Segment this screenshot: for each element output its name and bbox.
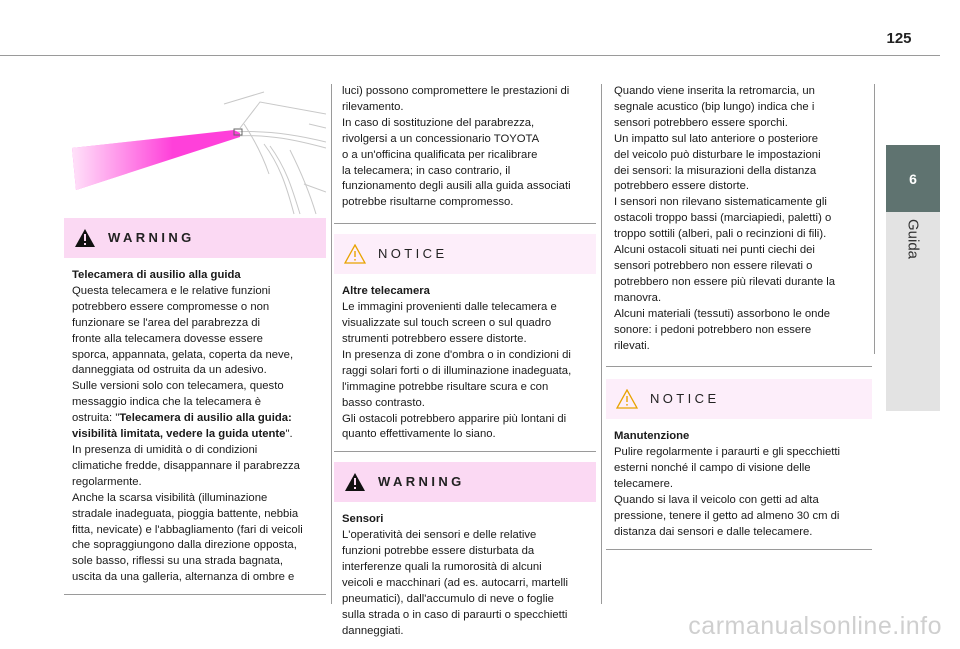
chapter-number: 6	[886, 145, 940, 212]
text-line: Quando viene inserita la retromarcia, un	[614, 85, 815, 97]
notice-box-cameras	[334, 234, 596, 452]
text-line: Questa telecamera e le relative funzioni	[72, 284, 271, 297]
text-line: In presenza di zone d'ombra o in condizioni di	[342, 348, 571, 361]
text-line: danneggiati.	[342, 624, 404, 637]
text-line: In caso di sostituzione del parabrezza,	[342, 116, 535, 129]
text-line: strumenti potrebbero essere distorte.	[342, 332, 527, 345]
text-line: potrebbero non essere più rilevati durante la	[614, 275, 836, 288]
text-line: sonore: i pedoni potrebbero non essere	[614, 323, 812, 336]
column-3	[606, 84, 872, 550]
text-line: l'immagine potrebbe risultare scura e con	[342, 380, 549, 393]
warning-label: WARNING	[378, 474, 465, 490]
warning-box-camera	[64, 218, 326, 595]
column-divider	[874, 84, 875, 354]
text-line: danneggiata od ostruita da un adesivo.	[72, 364, 267, 377]
text-line: veicoli e macchinari (ad es. autocarri, martelli	[342, 576, 569, 589]
message-bold: visibilità limitata, vedere la guida utente	[72, 428, 286, 441]
text-line: sulla strada o in caso di paraurti o specchietti	[342, 608, 568, 621]
text-line: I sensori non rilevano sistematicamente gli	[614, 196, 827, 209]
text-line: raggi solari forti o di illuminazione inadeguata,	[342, 364, 572, 377]
text-line: troppo sottili (alberi, pali o recinzioni di fili).	[614, 228, 827, 241]
text-line: del veicolo può disturbare le impostazioni	[614, 148, 821, 161]
text-line: funzioni potrebbe essere disturbata da	[342, 545, 535, 558]
text-line: sensori potrebbero essere sporchi.	[614, 116, 788, 129]
text-line: quanto effettivamente lo siano.	[342, 428, 496, 441]
quoted-message-cont	[72, 427, 318, 443]
warning-header	[334, 462, 596, 502]
text-fragment: ".	[285, 428, 293, 441]
text-line: Alcuni materiali (tessuti) assorbono le onde	[614, 307, 831, 320]
continued-text	[606, 84, 872, 362]
text-line: Un impatto sul lato anteriore o posteriore	[614, 132, 819, 145]
text-line: basso contrasto.	[342, 396, 425, 409]
notice-label: NOTICE	[650, 391, 720, 407]
notice-body	[606, 419, 872, 548]
box-bottom-rule	[606, 366, 872, 367]
text-line: Pulire regolarmente i paraurti e gli specchietti	[614, 446, 841, 459]
continued-text	[334, 84, 596, 219]
notice-title: Altre telecamera	[342, 285, 430, 298]
text-line: Sulle versioni solo con telecamera, questo	[72, 380, 284, 393]
text-line: pneumatici), dall'accumulo di neve o foglie	[342, 592, 554, 605]
warning-label: WARNING	[108, 230, 195, 246]
text-fragment: ostruita: "	[72, 412, 120, 425]
text-line: potrebbero essere compromesse o non	[72, 300, 270, 313]
text-line: manovra.	[614, 291, 662, 304]
text-line: Le immagini provenienti dalle telecamera e	[342, 301, 557, 314]
warning-title: Telecamera di ausilio alla guida	[72, 269, 241, 281]
warning-header	[64, 218, 326, 258]
windshield-camera-icon	[64, 84, 326, 218]
text-line: uscita da una galleria, alternanza di ombre e	[72, 571, 295, 584]
quoted-message	[72, 411, 318, 427]
text-line: climatiche fredde, disappannare il parabrezza	[72, 459, 300, 472]
text-line: Gli ostacoli potrebbero apparire più lontani di	[342, 412, 567, 425]
chapter-tab[interactable]	[886, 145, 940, 411]
warning-body	[334, 502, 596, 647]
warning-triangle-icon	[344, 472, 366, 492]
text-line: regolarmente.	[72, 475, 142, 488]
text-line: telecamere.	[614, 478, 674, 491]
column-1	[64, 84, 326, 595]
text-line: Anche la scarsa visibilità (illuminazione	[72, 491, 268, 504]
text-line: o a un'officina qualificata per ricalibrare	[342, 148, 538, 161]
text-line: potrebbe risultarne compromesso.	[342, 196, 514, 209]
warning-triangle-icon	[74, 228, 96, 248]
column-divider	[331, 84, 332, 604]
text-line: visualizzate sul touch screen o sul quadro	[342, 317, 552, 330]
column-2	[334, 84, 596, 648]
column-divider	[601, 84, 602, 604]
warning-box-sensors	[334, 462, 596, 647]
notice-box-maintenance	[606, 379, 872, 549]
box-bottom-rule	[606, 549, 872, 550]
camera-illustration	[64, 84, 326, 218]
warning-title: Sensori	[342, 513, 384, 526]
text-line: rilevamento.	[342, 100, 404, 113]
header-divider	[0, 55, 940, 56]
notice-label: NOTICE	[378, 246, 448, 262]
page-number: 125	[886, 30, 912, 47]
notice-triangle-icon	[616, 389, 638, 409]
text-line: stradale inadeguata, pioggia battente, nebbia	[72, 507, 299, 520]
box-bottom-rule	[64, 594, 326, 595]
text-line: messaggio indica che la telecamera è	[72, 396, 262, 409]
text-line: dei sensori: la misurazioni della distanza	[614, 164, 817, 177]
text-line: interferenze quali la rumorosità di alcuni	[342, 561, 542, 574]
text-line: funzionamento degli ausili alla guida associati	[342, 180, 571, 193]
chapter-label: Guida	[904, 219, 922, 260]
text-line: pressione, tenere il getto ad almeno 30 cm di	[614, 509, 840, 522]
text-line: la telecamera; in caso contrario, il	[342, 164, 511, 177]
text-line: L'operatività dei sensori e delle relative	[342, 529, 537, 542]
text-line: rivolgersi a un concessionario TOYOTA	[342, 132, 540, 145]
watermark: carmanualsonline.info	[688, 612, 942, 640]
message-bold: Telecamera di ausilio alla guida:	[119, 412, 292, 425]
text-line: che sopraggiungono dalla direzione opposta,	[72, 539, 297, 552]
text-line: fitta, nevicate) e l'abbagliamento (fari di veicoli	[72, 523, 303, 536]
text-line: sporca, appannata, gelata, coperta da neve,	[72, 348, 294, 361]
notice-title: Manutenzione	[614, 430, 690, 443]
text-line: funzionare se l'area del parabrezza di	[72, 316, 261, 329]
text-line: rilevati.	[614, 339, 650, 352]
warning-body	[64, 258, 326, 594]
text-line: sensori potrebbero non essere rilevati o	[614, 259, 813, 272]
text-line: Alcuni ostacoli situati nei punti ciechi dei	[614, 244, 815, 257]
box-bottom-rule	[334, 223, 596, 224]
notice-header	[334, 234, 596, 274]
text-line: In presenza di umidità o di condizioni	[72, 443, 258, 456]
text-line: sole basso, riflessi su una strada bagnata,	[72, 555, 284, 568]
notice-header	[606, 379, 872, 419]
text-line: ostacoli troppo bassi (marciapiedi, paletti) o	[614, 212, 832, 225]
text-line: esterni nonché il campo di visione delle	[614, 462, 811, 475]
text-line: segnale acustico (bip lungo) indica che i	[614, 100, 815, 113]
notice-triangle-icon	[344, 244, 366, 264]
notice-body	[334, 274, 596, 451]
text-line: luci) possono compromettere le prestazioni di	[342, 85, 570, 97]
text-line: distanza dai sensori e dalle telecamere.	[614, 525, 813, 538]
box-bottom-rule	[334, 451, 596, 452]
text-line: potrebbero essere distorte.	[614, 180, 750, 193]
text-line: Quando si lava il veicolo con getti ad alta	[614, 494, 819, 507]
text-line: fronte alla telecamera dovesse essere	[72, 332, 263, 345]
